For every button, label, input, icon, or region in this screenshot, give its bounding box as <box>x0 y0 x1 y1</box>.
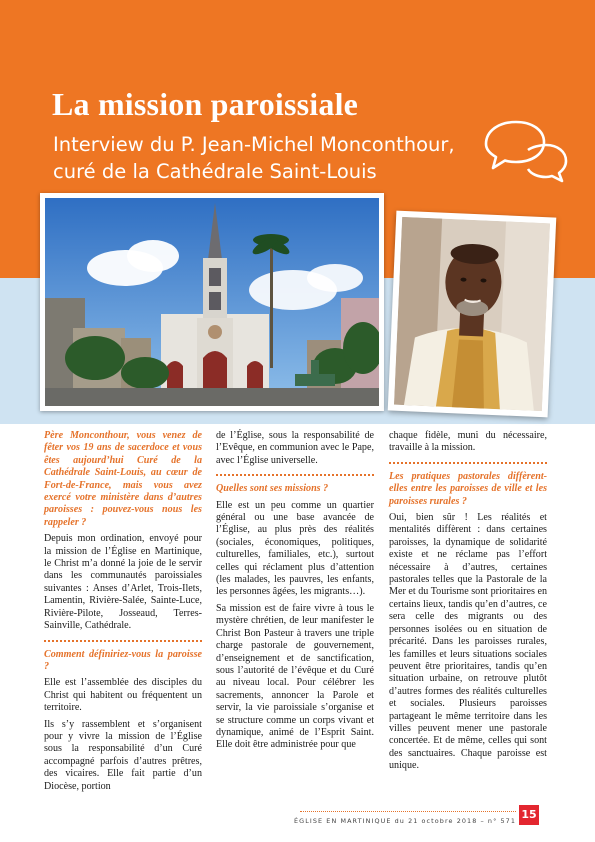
answer-1: Depuis mon ordination, envoyé pour la mission de l’Église en Martinique, le Christ m’a donné la joie de le servir dans les communautés paroissiales suivantes : Anses d’Arlet, Trois-Ilets, Lamentin, Rivière-Salée, Sainte-Luce, Rivière-Pilote, Josseaud, Terres-Sainville, Cathédrale. <box>44 533 202 632</box>
answer-3-paragraph-1: Elle est un peu comme un quartier général ou une base avancée de l’Église, au plus près des réalités (sociales, économiques, politiques, culturelles, familiales, etc.), surtout celles qui réclament plus d’attention (les malades, les pauvres, les enfants, les personnes âgées, les migrants…). <box>216 499 374 598</box>
page-number: 15 <box>519 805 539 825</box>
dotted-separator <box>216 474 374 476</box>
text-column-3 <box>389 430 547 773</box>
footer-dotted-rule <box>300 811 516 812</box>
question-4: Les pratiques pastorales diffèrent-elles entre les paroisses de ville et les paroisses rurales ? <box>389 470 547 507</box>
answer-4: Oui, bien sûr ! Les réalités et mentalités diffèrent : dans certaines paroisses, la dynamique de solidarité existe et ne réclame pas l’effort nécessaire à d’autres, certaines pastorales telles que la Pastorale de la Mer et du Tourisme sont prioritaires en certains lieux, tandis qu’en d’autres, ce sera celle des migrants ou des personnes isolées ou en situation de précarité. Dans les paroisses rurales, les familles et leurs situations sociales peuvent être prioritaires, tandis qu’en situation urbaine, on retrouve plutôt d’autres formes des réalités culturelles et sociales. Plusieurs paroisses partageant le même territoire dans les villes peuvent mener une pastorale concertée. Et de même, celles qui sont des sanctuaires. Chaque paroisse est unique. <box>389 512 547 772</box>
text-column-1 <box>44 430 202 793</box>
subtitle-line-1: Interview du P. Jean-Michel Monconthour, <box>53 133 455 156</box>
page-subtitle <box>53 131 493 185</box>
answer-2-paragraph-2: Ils s’y rassemblent et s’organisent pour y vivre la mission de l’Église sous la responsabilité d’un Curé accompagné parfois d’autres prêtres, des vicaires. Elle fait partie d’un Diocèse, portion <box>44 718 202 792</box>
answer-2-continued: de l’Église, sous la responsabilité de l’Evêque, en communion avec le Pape, avec l’Église universelle. <box>216 430 374 466</box>
dotted-separator <box>389 462 547 464</box>
footer-publication-line: ÉGLISE EN MARTINIQUE du 21 octobre 2018 – n° 571 <box>294 817 516 825</box>
question-2: Comment définiriez-vous la paroisse ? <box>44 648 202 672</box>
question-3: Quelles sont ses missions ? <box>216 483 329 495</box>
priest-illustration <box>394 217 550 411</box>
speech-bubbles-icon <box>478 114 570 184</box>
page-title: La mission paroissiale <box>52 86 359 122</box>
subtitle-line-2: curé de la Cathédrale Saint-Louis <box>53 160 377 183</box>
dotted-separator <box>44 640 202 642</box>
priest-portrait-photo <box>388 211 557 418</box>
answer-3-continued: chaque fidèle, muni du nécessaire, travaille à la mission. <box>389 430 547 454</box>
cathedral-photo <box>40 193 384 411</box>
answer-2-paragraph-1: Elle est l’assemblée des disciples du Christ qui habitent ou fréquentent un territoire. <box>44 677 202 714</box>
answer-3-paragraph-2: Sa mission est de faire vivre à tous le mystère chrétien, de leur manifester le Christ Bon Pasteur à travers une triple charge pastorale de gouvernement, d’enseignement et de sanctification, sous l’autorité de l’évêque et du Curé au niveau local. Pour célébrer les sacrements, annoncer la Parole et servir, la vie paroissiale s’organise et se structure comme un corps vivant et dynamique, animé de l’Esprit Saint. Elle doit être administrée pour que <box>216 602 374 751</box>
question-1: Père Monconthour, vous venez de fêter vos 19 ans de sacerdoce et vous êtes aujourd’hui Curé de la Cathédrale Saint-Louis, au cœur de Fort-de-France, mais vous avez exercé votre ministère dans d’autres paroisses : pouvez-vous nous les rappeler ? <box>44 430 202 528</box>
cathedral-illustration <box>45 198 379 406</box>
text-column-2 <box>216 430 374 752</box>
